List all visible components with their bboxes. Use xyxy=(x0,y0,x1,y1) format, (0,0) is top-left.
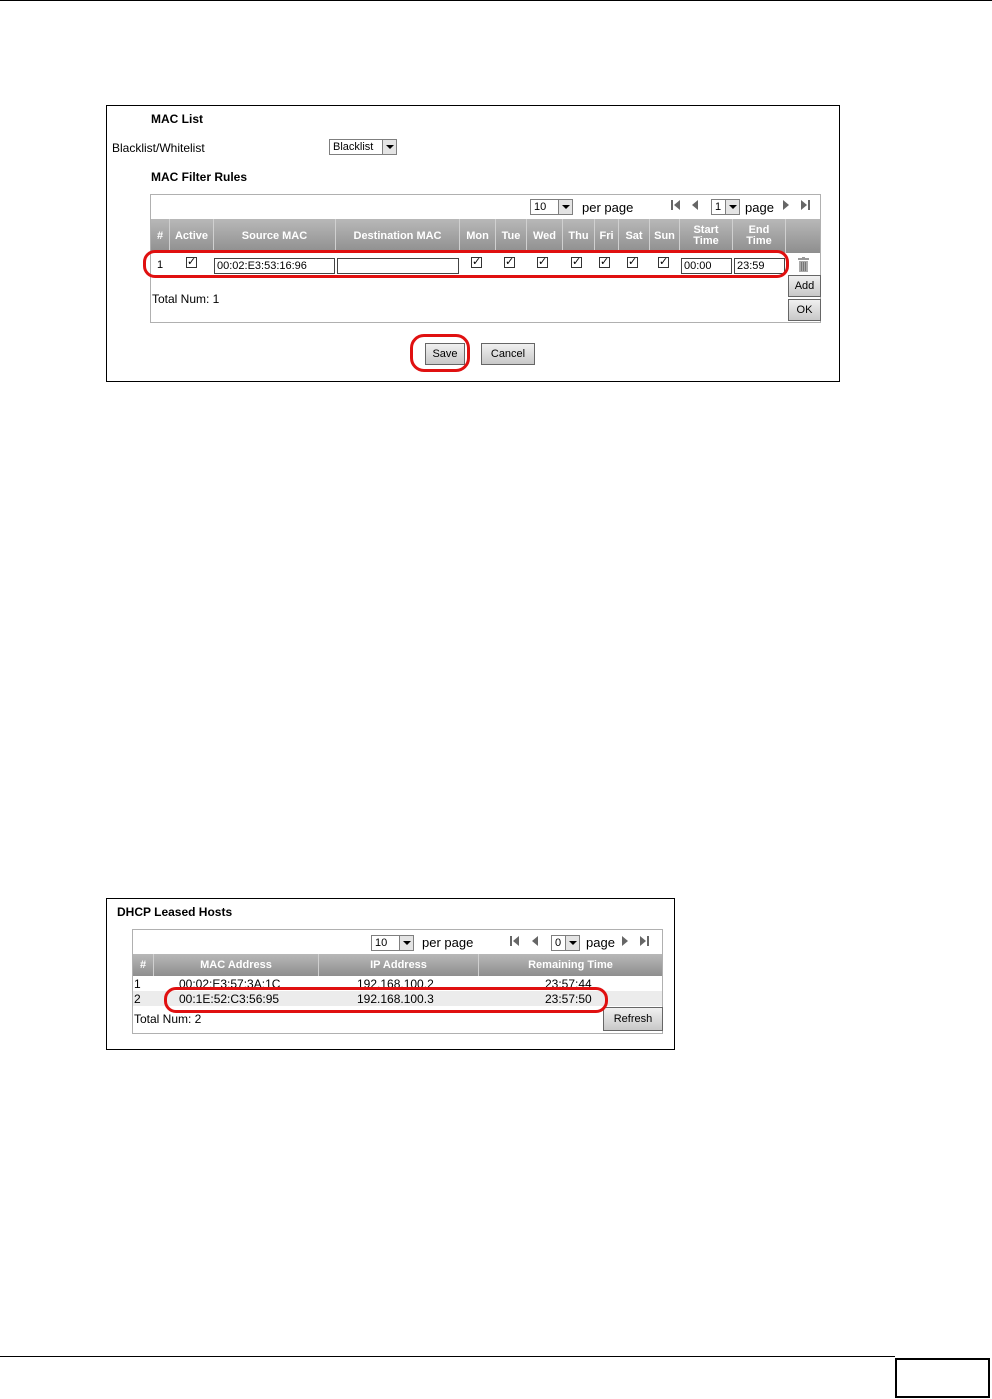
rules-total: Total Num: 1 xyxy=(152,292,220,306)
page-select[interactable] xyxy=(551,935,580,951)
row-mac: 00:1E:52:C3:56:95 xyxy=(179,992,280,1006)
start-time-input[interactable]: 00:00 xyxy=(681,258,732,274)
col-start-time: Start Time xyxy=(680,219,733,253)
ok-button[interactable]: OK xyxy=(788,299,821,321)
save-highlight xyxy=(410,334,470,372)
cancel-button[interactable]: Cancel xyxy=(481,343,535,365)
save-button[interactable]: Save xyxy=(425,343,465,365)
next-page-icon[interactable] xyxy=(783,200,789,210)
col-end-time: End Time xyxy=(733,219,786,253)
row-num: 2 xyxy=(134,992,141,1006)
per-page-label: per page xyxy=(422,935,474,950)
mac-list-panel xyxy=(106,105,840,382)
col-destination-mac: Destination MAC xyxy=(336,219,460,253)
col-remaining-time: Remaining Time xyxy=(528,958,613,971)
page-value: 1 xyxy=(715,201,722,213)
dhcp-panel xyxy=(106,898,675,1050)
last-page-icon[interactable] xyxy=(801,200,813,210)
col-num: # xyxy=(151,219,170,253)
per-page-value: 10 xyxy=(375,937,388,949)
chevron-down-icon[interactable] xyxy=(725,200,739,214)
col-sat: Sat xyxy=(619,219,650,253)
top-rule xyxy=(0,0,992,1)
row-time: 23:57:50 xyxy=(545,992,592,1006)
per-page-select[interactable] xyxy=(530,199,573,215)
first-page-icon[interactable] xyxy=(671,200,683,210)
refresh-button[interactable]: Refresh xyxy=(603,1007,663,1031)
chevron-down-icon[interactable] xyxy=(565,936,579,950)
source-mac-input[interactable]: 00:02:E3:53:16:96 xyxy=(214,258,335,274)
rules-title: MAC Filter Rules xyxy=(151,170,248,184)
row-ip: 192.168.100.2 xyxy=(357,977,434,991)
col-ip-address: IP Address xyxy=(319,954,479,976)
mac-list-title: MAC List xyxy=(151,112,203,126)
row-time: 23:57:44 xyxy=(545,977,592,991)
chevron-down-icon[interactable] xyxy=(399,936,413,950)
chevron-down-icon[interactable] xyxy=(558,200,572,214)
col-num: # xyxy=(133,954,154,976)
add-button[interactable]: Add xyxy=(788,275,821,297)
dhcp-table xyxy=(132,929,663,1034)
dhcp-title: DHCP Leased Hosts xyxy=(117,905,233,919)
col-active: Active xyxy=(170,219,214,253)
row-highlight xyxy=(164,987,608,1013)
rules-header xyxy=(151,219,820,253)
row-ip: 192.168.100.3 xyxy=(357,992,434,1006)
per-page-select[interactable] xyxy=(371,935,414,951)
page-select[interactable] xyxy=(711,199,740,215)
footer-rule xyxy=(0,1356,895,1357)
prev-page-icon[interactable] xyxy=(532,936,538,946)
col-actions xyxy=(786,219,820,253)
per-page-label: per page xyxy=(582,200,634,215)
col-sun: Sun xyxy=(650,219,680,253)
mode-select-value: Blacklist xyxy=(333,141,374,153)
row-mac: 00:02:E3:57:3A:1C xyxy=(179,977,281,991)
mode-label: Blacklist/Whitelist xyxy=(112,141,205,155)
next-page-icon[interactable] xyxy=(622,936,628,946)
col-thu: Thu xyxy=(563,219,595,253)
col-source-mac: Source MAC xyxy=(214,219,336,253)
last-page-icon[interactable] xyxy=(640,936,652,946)
per-page-value: 10 xyxy=(534,201,547,213)
row-num: 1 xyxy=(157,259,164,271)
page-value: 0 xyxy=(555,937,562,949)
col-mac-address: MAC Address xyxy=(154,954,319,976)
col-wed: Wed xyxy=(527,219,563,253)
dhcp-header xyxy=(133,954,662,976)
prev-page-icon[interactable] xyxy=(692,200,698,210)
trash-icon[interactable] xyxy=(798,257,809,272)
col-fri: Fri xyxy=(595,219,619,253)
page-label: page xyxy=(586,935,615,950)
col-mon: Mon xyxy=(460,219,496,253)
row-num: 1 xyxy=(134,977,141,991)
chevron-down-icon[interactable] xyxy=(382,140,396,154)
mode-select[interactable] xyxy=(329,139,397,155)
page-label: page xyxy=(745,200,774,215)
dhcp-total: Total Num: 2 xyxy=(134,1012,202,1026)
row-highlight xyxy=(143,250,789,278)
end-time-input[interactable]: 23:59 xyxy=(734,258,785,274)
first-page-icon[interactable] xyxy=(510,936,522,946)
page-number-box xyxy=(895,1358,990,1398)
col-tue: Tue xyxy=(496,219,527,253)
